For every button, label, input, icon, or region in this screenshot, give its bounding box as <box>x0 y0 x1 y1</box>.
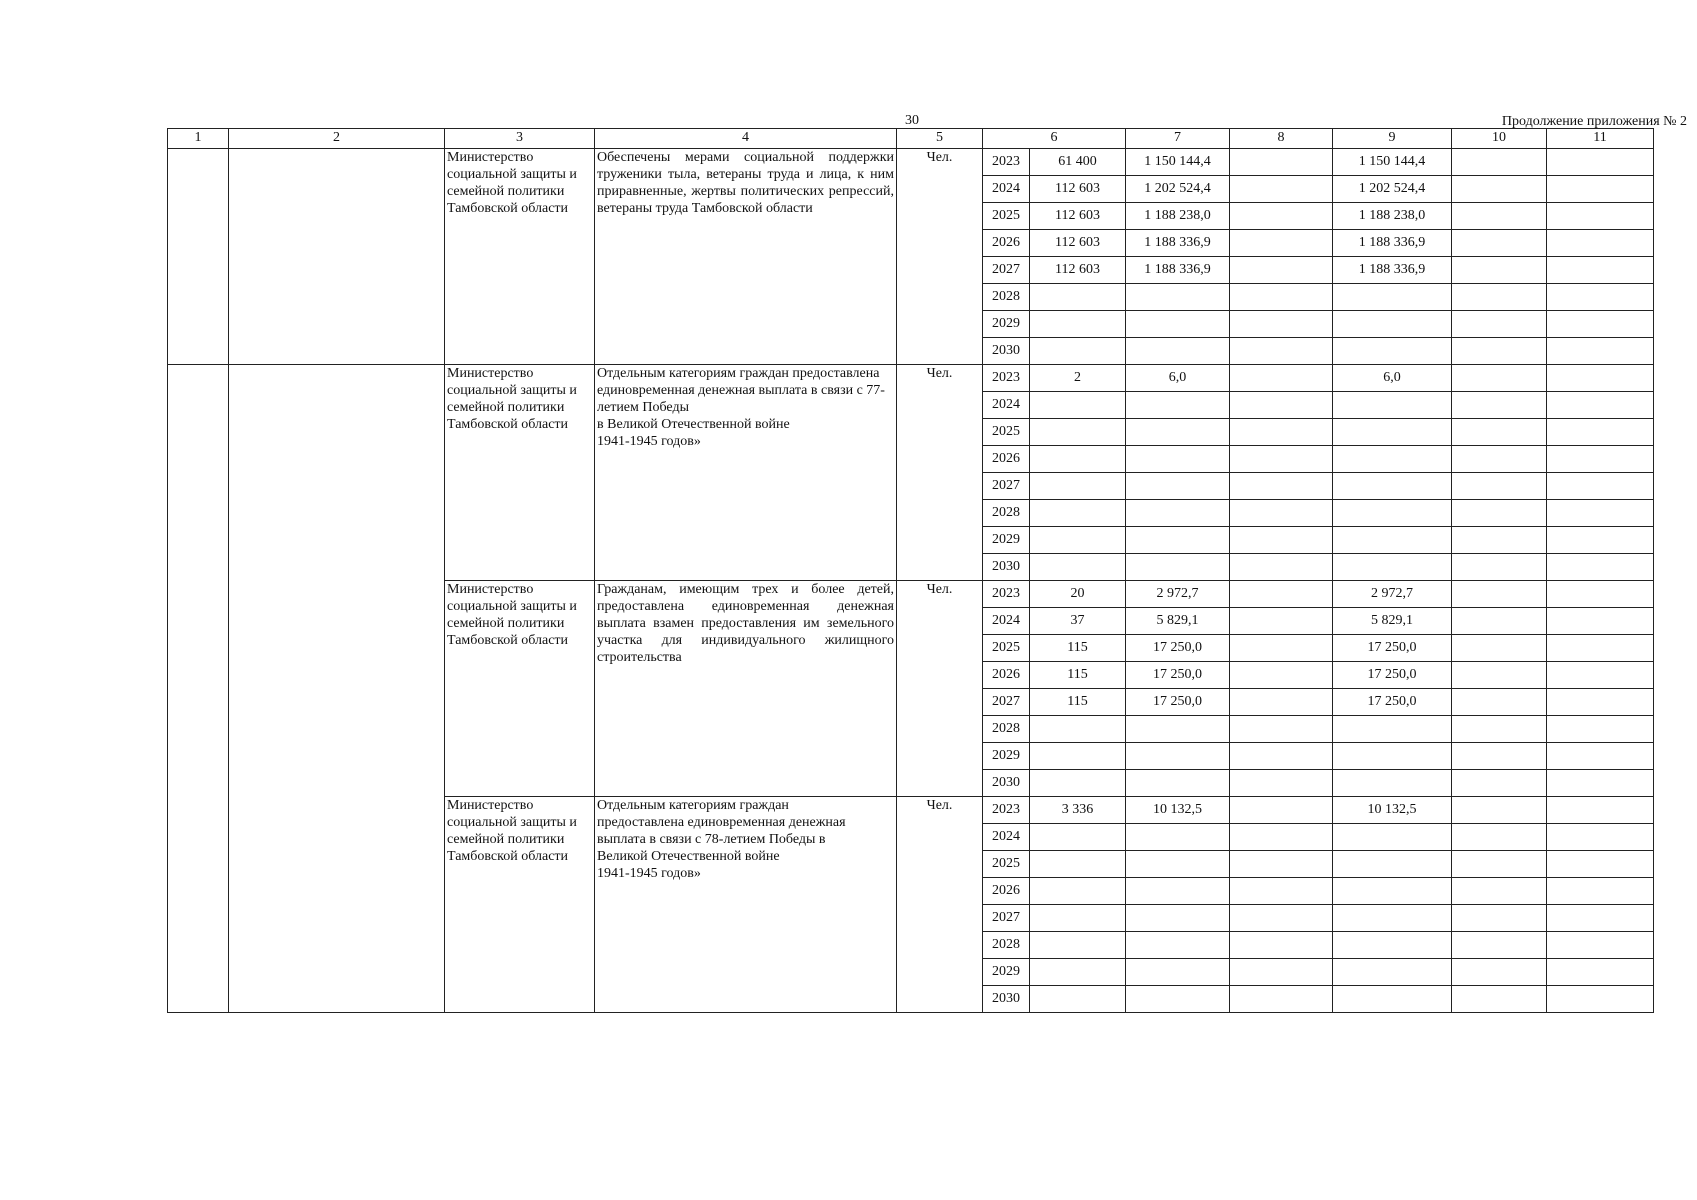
col7-value: 6,0 <box>1126 365 1230 392</box>
col8-value <box>1230 365 1333 392</box>
col7-value <box>1126 905 1230 932</box>
year-cell: 2024 <box>983 608 1030 635</box>
col2-cell <box>229 365 445 1013</box>
col10-value <box>1452 824 1547 851</box>
col7-value: 1 188 336,9 <box>1126 230 1230 257</box>
description-line: в Великой Отечественной войне <box>597 417 790 432</box>
data-table <box>167 128 1654 1013</box>
year-cell: 2023 <box>983 149 1030 176</box>
col7-value <box>1126 284 1230 311</box>
col10-value <box>1452 797 1547 824</box>
col10-value <box>1452 554 1547 581</box>
col9-value: 1 188 238,0 <box>1333 203 1452 230</box>
description-cell: Гражданам, имеющим трех и более детей, предоставлена единовременная денежная выплата взамен предоставления им земельного участка для индивидуального жилищного строительства <box>595 581 897 797</box>
col7-value <box>1126 446 1230 473</box>
col7-value: 1 188 238,0 <box>1126 203 1230 230</box>
col9-value <box>1333 932 1452 959</box>
col7-value <box>1126 824 1230 851</box>
col11-value <box>1547 257 1654 284</box>
col6-value: 37 <box>1030 608 1126 635</box>
year-cell: 2023 <box>983 365 1030 392</box>
col7-value: 17 250,0 <box>1126 689 1230 716</box>
col7-value <box>1126 851 1230 878</box>
col8-value <box>1230 419 1333 446</box>
col6-value <box>1030 824 1126 851</box>
col9-value: 1 188 336,9 <box>1333 230 1452 257</box>
year-cell: 2025 <box>983 419 1030 446</box>
col7-value: 1 202 524,4 <box>1126 176 1230 203</box>
col9-value <box>1333 527 1452 554</box>
col6-value <box>1030 959 1126 986</box>
col9-value <box>1333 878 1452 905</box>
col6-value <box>1030 554 1126 581</box>
col11-value <box>1547 581 1654 608</box>
table-row <box>168 149 1654 176</box>
year-cell: 2026 <box>983 662 1030 689</box>
col10-value <box>1452 500 1547 527</box>
col8-value <box>1230 284 1333 311</box>
header-cell-3: 3 <box>445 129 595 149</box>
col8-value <box>1230 932 1333 959</box>
description-line: предоставлена единовременная денежная <box>597 815 846 830</box>
col10-value <box>1452 635 1547 662</box>
col11-value <box>1547 392 1654 419</box>
col11-value <box>1547 662 1654 689</box>
year-cell: 2023 <box>983 797 1030 824</box>
col6-value: 61 400 <box>1030 149 1126 176</box>
year-cell: 2027 <box>983 257 1030 284</box>
col9-value <box>1333 473 1452 500</box>
year-cell: 2026 <box>983 878 1030 905</box>
col11-value <box>1547 689 1654 716</box>
col11-value <box>1547 149 1654 176</box>
col8-value <box>1230 878 1333 905</box>
col7-value <box>1126 716 1230 743</box>
col7-value <box>1126 554 1230 581</box>
year-cell: 2024 <box>983 824 1030 851</box>
col11-value <box>1547 851 1654 878</box>
header-cell-2: 2 <box>229 129 445 149</box>
col10-value <box>1452 203 1547 230</box>
col9-value: 5 829,1 <box>1333 608 1452 635</box>
year-cell: 2027 <box>983 905 1030 932</box>
year-cell: 2027 <box>983 473 1030 500</box>
col1-cell <box>168 149 229 365</box>
col6-value <box>1030 446 1126 473</box>
continuation-label: Продолжение приложения № 2 <box>1501 114 1687 129</box>
year-cell: 2024 <box>983 176 1030 203</box>
col10-value <box>1452 689 1547 716</box>
col10-value <box>1452 743 1547 770</box>
col8-value <box>1230 554 1333 581</box>
col6-value <box>1030 743 1126 770</box>
table-row <box>168 365 1654 392</box>
col6-value: 112 603 <box>1030 230 1126 257</box>
col9-value <box>1333 419 1452 446</box>
col8-value <box>1230 824 1333 851</box>
col11-value <box>1547 797 1654 824</box>
col9-value <box>1333 851 1452 878</box>
header-cell-6: 6 <box>983 129 1126 149</box>
col6-value <box>1030 338 1126 365</box>
col6-value <box>1030 986 1126 1013</box>
col8-value <box>1230 797 1333 824</box>
page-number: 30 <box>905 113 919 128</box>
year-cell: 2026 <box>983 230 1030 257</box>
col8-value <box>1230 662 1333 689</box>
col6-value <box>1030 851 1126 878</box>
col10-value <box>1452 419 1547 446</box>
col6-value <box>1030 770 1126 797</box>
col9-value <box>1333 716 1452 743</box>
year-cell: 2029 <box>983 527 1030 554</box>
year-cell: 2026 <box>983 446 1030 473</box>
col7-value: 17 250,0 <box>1126 662 1230 689</box>
year-cell: 2030 <box>983 554 1030 581</box>
col8-value <box>1230 149 1333 176</box>
col6-value: 112 603 <box>1030 257 1126 284</box>
header-cell-7: 7 <box>1126 129 1230 149</box>
col6-value <box>1030 716 1126 743</box>
ministry-cell: Министерство социальной защиты и семейной политики Тамбовской области <box>445 365 595 581</box>
ministry-cell: Министерство социальной защиты и семейной политики Тамбовской области <box>445 581 595 797</box>
year-cell: 2030 <box>983 986 1030 1013</box>
col11-value <box>1547 473 1654 500</box>
unit-cell: Чел. <box>897 149 983 365</box>
col6-value <box>1030 905 1126 932</box>
header-cell-8: 8 <box>1230 129 1333 149</box>
col9-value <box>1333 986 1452 1013</box>
col10-value <box>1452 662 1547 689</box>
col11-value <box>1547 932 1654 959</box>
col10-value <box>1452 230 1547 257</box>
description-line: Великой Отечественной войне <box>597 849 780 864</box>
year-cell: 2028 <box>983 716 1030 743</box>
col8-value <box>1230 257 1333 284</box>
col8-value <box>1230 959 1333 986</box>
col9-value: 1 202 524,4 <box>1333 176 1452 203</box>
col9-value <box>1333 338 1452 365</box>
col8-value <box>1230 527 1333 554</box>
col6-value <box>1030 527 1126 554</box>
col11-value <box>1547 230 1654 257</box>
col9-value <box>1333 743 1452 770</box>
col10-value <box>1452 878 1547 905</box>
col7-value <box>1126 959 1230 986</box>
col9-value <box>1333 284 1452 311</box>
col8-value <box>1230 581 1333 608</box>
col8-value <box>1230 770 1333 797</box>
col11-value <box>1547 554 1654 581</box>
col11-value <box>1547 176 1654 203</box>
col9-value <box>1333 311 1452 338</box>
col10-value <box>1452 446 1547 473</box>
unit-cell: Чел. <box>897 581 983 797</box>
col11-value <box>1547 743 1654 770</box>
col8-value <box>1230 635 1333 662</box>
col9-value <box>1333 392 1452 419</box>
description-cell <box>595 365 897 581</box>
col6-value: 115 <box>1030 689 1126 716</box>
col7-value <box>1126 311 1230 338</box>
col11-value <box>1547 338 1654 365</box>
col7-value: 1 150 144,4 <box>1126 149 1230 176</box>
col6-value: 112 603 <box>1030 176 1126 203</box>
unit-cell: Чел. <box>897 797 983 1013</box>
col9-value: 10 132,5 <box>1333 797 1452 824</box>
header-cell-1: 1 <box>168 129 229 149</box>
year-cell: 2025 <box>983 635 1030 662</box>
col9-value <box>1333 554 1452 581</box>
col8-value <box>1230 446 1333 473</box>
description-cell: Обеспечены мерами социальной поддержки труженики тыла, ветераны труда и лица, к ним приравненные, жертвы политических репрессий, ветераны труда Тамбовской области <box>595 149 897 365</box>
col10-value <box>1452 770 1547 797</box>
col11-value <box>1547 608 1654 635</box>
col8-value <box>1230 851 1333 878</box>
col6-value: 3 336 <box>1030 797 1126 824</box>
col11-value <box>1547 500 1654 527</box>
unit-cell: Чел. <box>897 365 983 581</box>
col6-value <box>1030 419 1126 446</box>
year-cell: 2028 <box>983 284 1030 311</box>
col6-value <box>1030 500 1126 527</box>
col10-value <box>1452 851 1547 878</box>
col7-value: 17 250,0 <box>1126 635 1230 662</box>
col11-value <box>1547 770 1654 797</box>
col6-value <box>1030 311 1126 338</box>
col7-value <box>1126 878 1230 905</box>
header-cell-4: 4 <box>595 129 897 149</box>
col8-value <box>1230 473 1333 500</box>
col11-value <box>1547 203 1654 230</box>
col11-value <box>1547 878 1654 905</box>
col8-value <box>1230 986 1333 1013</box>
col10-value <box>1452 257 1547 284</box>
header-cell-11: 11 <box>1547 129 1654 149</box>
year-cell: 2025 <box>983 851 1030 878</box>
col8-value <box>1230 743 1333 770</box>
col11-value <box>1547 365 1654 392</box>
col11-value <box>1547 419 1654 446</box>
col6-value: 115 <box>1030 662 1126 689</box>
col7-value: 5 829,1 <box>1126 608 1230 635</box>
col7-value: 10 132,5 <box>1126 797 1230 824</box>
col10-value <box>1452 932 1547 959</box>
col9-value: 17 250,0 <box>1333 635 1452 662</box>
description-line: выплата в связи с 78-летием Победы в <box>597 832 826 847</box>
col11-value <box>1547 527 1654 554</box>
col6-value <box>1030 473 1126 500</box>
col7-value <box>1126 473 1230 500</box>
col10-value <box>1452 149 1547 176</box>
col11-value <box>1547 635 1654 662</box>
col11-value <box>1547 986 1654 1013</box>
col11-value <box>1547 284 1654 311</box>
col7-value <box>1126 500 1230 527</box>
col7-value <box>1126 986 1230 1013</box>
col10-value <box>1452 527 1547 554</box>
ministry-cell: Министерство социальной защиты и семейной политики Тамбовской области <box>445 797 595 1013</box>
col9-value <box>1333 770 1452 797</box>
col1-cell <box>168 365 229 1013</box>
col6-value: 2 <box>1030 365 1126 392</box>
col6-value <box>1030 932 1126 959</box>
col10-value <box>1452 959 1547 986</box>
ministry-cell: Министерство социальной защиты и семейной политики Тамбовской области <box>445 149 595 365</box>
col8-value <box>1230 392 1333 419</box>
col8-value <box>1230 716 1333 743</box>
year-cell: 2029 <box>983 743 1030 770</box>
year-cell: 2030 <box>983 770 1030 797</box>
col9-value: 2 972,7 <box>1333 581 1452 608</box>
col6-value <box>1030 878 1126 905</box>
col11-value <box>1547 446 1654 473</box>
col10-value <box>1452 338 1547 365</box>
table-body <box>168 149 1654 1013</box>
col9-value: 1 150 144,4 <box>1333 149 1452 176</box>
col7-value <box>1126 770 1230 797</box>
col7-value <box>1126 527 1230 554</box>
description-line: Отдельным категориям граждан предоставлена единовременная денежная выплата в связи с 77-летием Победы <box>597 366 885 415</box>
header-cell-5: 5 <box>897 129 983 149</box>
col7-value <box>1126 743 1230 770</box>
year-cell: 2028 <box>983 932 1030 959</box>
col10-value <box>1452 608 1547 635</box>
col11-value <box>1547 716 1654 743</box>
year-cell: 2028 <box>983 500 1030 527</box>
header-cell-10: 10 <box>1452 129 1547 149</box>
year-cell: 2024 <box>983 392 1030 419</box>
col10-value <box>1452 311 1547 338</box>
header-cell-9: 9 <box>1333 129 1452 149</box>
year-cell: 2029 <box>983 959 1030 986</box>
col8-value <box>1230 338 1333 365</box>
col8-value <box>1230 905 1333 932</box>
col9-value: 6,0 <box>1333 365 1452 392</box>
col11-value <box>1547 824 1654 851</box>
col2-cell <box>229 149 445 365</box>
col10-value <box>1452 365 1547 392</box>
col8-value <box>1230 500 1333 527</box>
description-line: Отдельным категориям граждан <box>597 798 789 813</box>
year-cell: 2030 <box>983 338 1030 365</box>
description-cell <box>595 797 897 1013</box>
col8-value <box>1230 176 1333 203</box>
year-cell: 2023 <box>983 581 1030 608</box>
col7-value <box>1126 338 1230 365</box>
col6-value: 20 <box>1030 581 1126 608</box>
col10-value <box>1452 176 1547 203</box>
description-line: 1941-1945 годов» <box>597 866 701 881</box>
header-row <box>168 129 1654 149</box>
col6-value <box>1030 392 1126 419</box>
col7-value: 1 188 336,9 <box>1126 257 1230 284</box>
col6-value <box>1030 284 1126 311</box>
col10-value <box>1452 473 1547 500</box>
col9-value: 17 250,0 <box>1333 689 1452 716</box>
col9-value <box>1333 500 1452 527</box>
col9-value: 1 188 336,9 <box>1333 257 1452 284</box>
col7-value <box>1126 932 1230 959</box>
col11-value <box>1547 311 1654 338</box>
description-line: 1941-1945 годов» <box>597 434 701 449</box>
col8-value <box>1230 230 1333 257</box>
col8-value <box>1230 311 1333 338</box>
col10-value <box>1452 716 1547 743</box>
col9-value: 17 250,0 <box>1333 662 1452 689</box>
col6-value: 115 <box>1030 635 1126 662</box>
year-cell: 2025 <box>983 203 1030 230</box>
col7-value: 2 972,7 <box>1126 581 1230 608</box>
col9-value <box>1333 959 1452 986</box>
year-cell: 2027 <box>983 689 1030 716</box>
col7-value <box>1126 419 1230 446</box>
col9-value <box>1333 824 1452 851</box>
col10-value <box>1452 581 1547 608</box>
col9-value <box>1333 446 1452 473</box>
col6-value: 112 603 <box>1030 203 1126 230</box>
col8-value <box>1230 689 1333 716</box>
col8-value <box>1230 608 1333 635</box>
col7-value <box>1126 392 1230 419</box>
col11-value <box>1547 905 1654 932</box>
col9-value <box>1333 905 1452 932</box>
col10-value <box>1452 905 1547 932</box>
col8-value <box>1230 203 1333 230</box>
col10-value <box>1452 284 1547 311</box>
year-cell: 2029 <box>983 311 1030 338</box>
col11-value <box>1547 959 1654 986</box>
col10-value <box>1452 986 1547 1013</box>
col10-value <box>1452 392 1547 419</box>
